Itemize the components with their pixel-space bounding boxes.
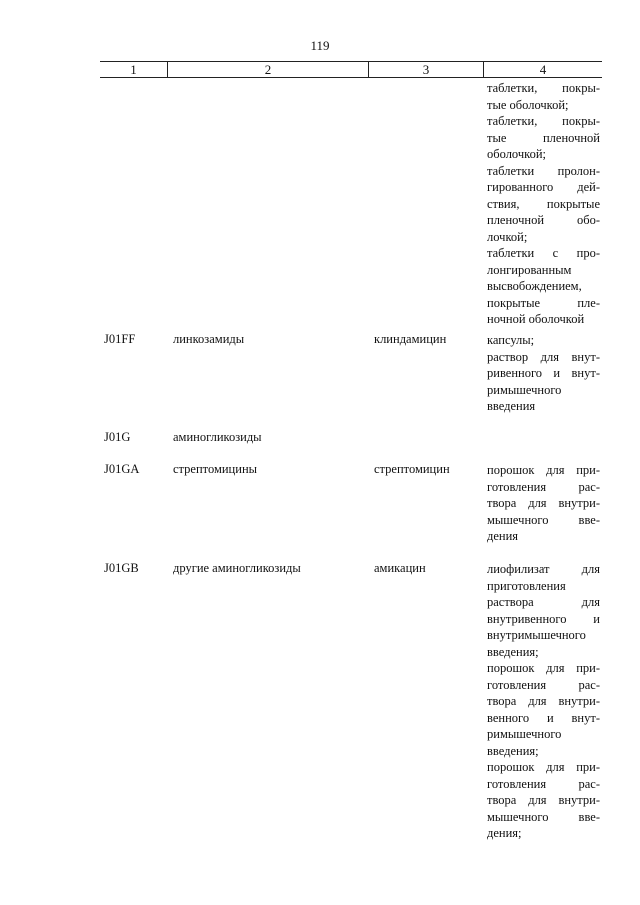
- dosage-form-line: введения;: [487, 743, 539, 758]
- table-column-header: [100, 61, 602, 78]
- dosage-form-line: оболочкой;: [487, 147, 546, 161]
- column-header-3: 3: [369, 62, 484, 77]
- dosage-form-line: покрытые пле-: [487, 295, 600, 310]
- dosage-form-line: готовления рас-: [487, 776, 600, 791]
- dosage-forms-cell: [487, 80, 600, 328]
- dosage-form-line: твора для внутри-: [487, 793, 600, 807]
- atc-code: J01GB: [104, 561, 139, 575]
- dosage-form-line: твора для внутри-: [487, 694, 600, 708]
- dosage-form-line: ривенного и внут-: [487, 366, 600, 380]
- dosage-forms-cell: [487, 332, 600, 415]
- drug-name: клиндамицин: [374, 332, 447, 346]
- column-header-1: 1: [100, 62, 168, 77]
- dosage-form-line: мышечного вве-: [487, 512, 600, 527]
- dosage-form-line: лиофилизат для: [487, 562, 600, 576]
- dosage-form-line: римышечного: [487, 727, 562, 741]
- dosage-form-line: таблетки пролон-: [487, 163, 600, 178]
- drug-name: стрептомицин: [374, 462, 450, 476]
- dosage-form-line: приготовления: [487, 578, 566, 593]
- group-name: аминогликозиды: [173, 430, 262, 444]
- dosage-form-line: мышечного вве-: [487, 809, 600, 824]
- dosage-form-line: венного и внут-: [487, 710, 600, 725]
- column-header-4: 4: [539, 62, 547, 77]
- dosage-form-line: капсулы;: [487, 333, 535, 347]
- atc-code: J01FF: [104, 332, 136, 346]
- atc-code: J01G: [104, 430, 131, 444]
- page-number: 119: [310, 38, 330, 53]
- dosage-form-line: дения: [487, 529, 519, 543]
- group-name: стрептомицины: [173, 462, 258, 476]
- dosage-form-line: внутривенного и: [487, 611, 600, 626]
- dosage-form-line: тые пленочной: [487, 130, 600, 145]
- dosage-form-line: внутримышечного: [487, 628, 586, 642]
- dosage-form-line: порошок для при-: [487, 661, 600, 675]
- dosage-form-line: порошок для при-: [487, 463, 600, 477]
- dosage-form-line: готовления рас-: [487, 479, 600, 494]
- drug-name: амикацин: [374, 561, 426, 575]
- group-name: другие аминогликозиды: [173, 561, 301, 575]
- dosage-form-line: введения;: [487, 644, 539, 659]
- dosage-form-line: твора для внутри-: [487, 496, 600, 510]
- dosage-form-line: высвобождением,: [487, 279, 582, 293]
- dosage-form-line: раствора для: [487, 595, 600, 609]
- dosage-form-line: пленочной обо-: [487, 213, 600, 227]
- dosage-form-line: дения;: [487, 826, 522, 840]
- dosage-form-line: ствия, покрытые: [487, 196, 600, 211]
- dosage-form-line: таблетки с про-: [487, 246, 600, 260]
- dosage-form-line: лонгированным: [487, 262, 572, 277]
- group-name: линкозамиды: [173, 332, 245, 346]
- dosage-form-line: готовления рас-: [487, 677, 600, 692]
- column-header-2: 2: [168, 62, 369, 77]
- dosage-forms-cell: [487, 561, 600, 842]
- dosage-forms-cell: [487, 462, 600, 545]
- dosage-form-line: лочкой;: [487, 229, 528, 244]
- dosage-form-line: таблетки, покры-: [487, 81, 600, 95]
- dosage-form-line: ночной оболочкой: [487, 312, 585, 326]
- dosage-form-line: тые оболочкой;: [487, 97, 569, 112]
- atc-code: J01GA: [104, 462, 140, 476]
- dosage-form-line: раствор для внут-: [487, 349, 600, 364]
- dosage-form-line: введения: [487, 399, 536, 413]
- dosage-form-line: таблетки, покры-: [487, 114, 600, 128]
- dosage-form-line: римышечного: [487, 382, 562, 397]
- dosage-form-line: порошок для при-: [487, 760, 600, 774]
- dosage-form-line: гированного дей-: [487, 180, 600, 194]
